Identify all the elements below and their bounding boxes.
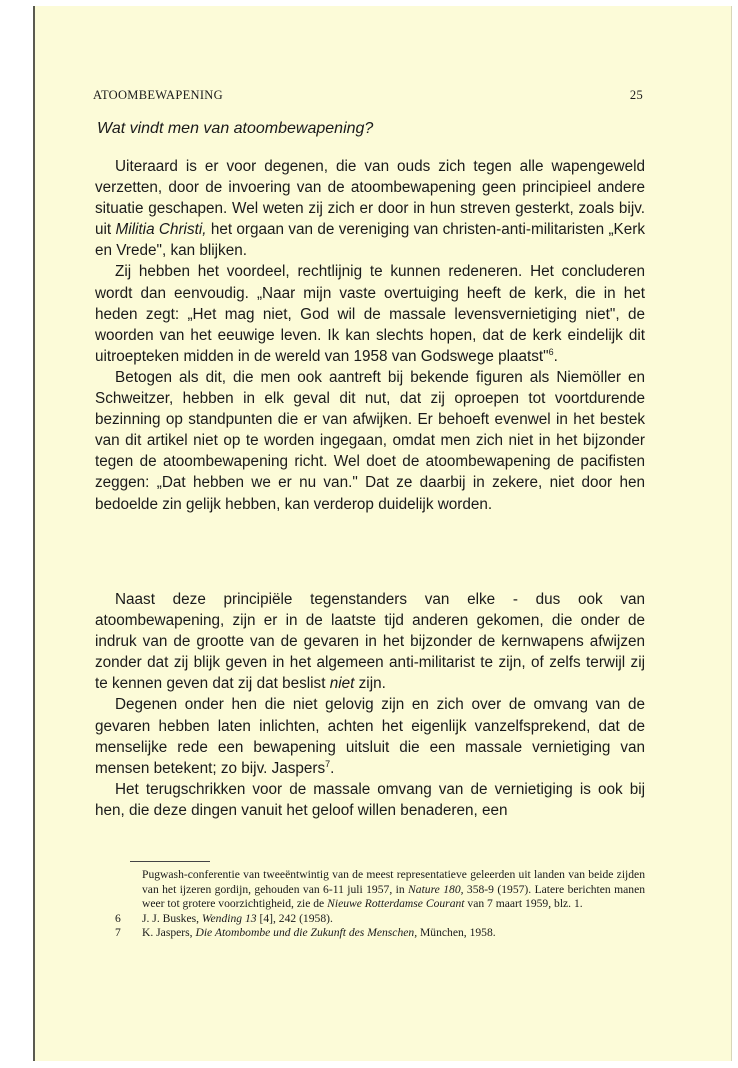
section-title: Wat vindt men van atoombewapening? [97, 120, 374, 137]
running-title: ATOOMBEWAPENING [93, 88, 223, 102]
running-header [93, 88, 643, 103]
footnote-ref: 7 [325, 758, 331, 769]
paragraph: Het terugschrikken voor de massale omvang van de vernietiging is ook bij hen, die deze dingen vanuit het geloof willen benaderen, een [95, 780, 645, 819]
page-number: 25 [629, 88, 643, 102]
paragraph: Naast deze principiële tegenstanders van elke - dus ook van atoombewapening, zijn er in de laatste tijd anderen gekomen, die onder de indruk van de grootte van de gevaren in het bijzonder de kernwapens afwijzen zonder dat zij blijk geven in het algemeen anti-militarist te zijn, of zelfs terwijl zij te kennen geven dat zij dat beslist niet zijn. [95, 591, 645, 693]
text-block-1 [95, 156, 645, 515]
footnote-divider [130, 861, 210, 862]
paragraph: Degenen onder hen die niet gelovig zijn en zich over de omvang van de gevaren hebben laten inlichten, achten het eigenlijk vanzelfsprekend, dat de menselijke rede een bewapening uitsluit die een massale vernietiging van mensen betekent; zo bijv. Jaspers$^7$. [95, 696, 645, 777]
paragraph: Betogen als dit, die men ook aantreft bij bekende figuren als Niemöller en Schweitzer, hebben in elk geval dit nut, dat zij oproepen tot voortdurende bezinning op standpunten die er van afwijken. Er behoeft evenwel in het bestek van dit artikel niet op te worden ingegaan, omdat men zich niet in het bijzonder tegen de atoombewapening richt. Wel doet de atoombewapening de pacifisten zeggen: „Dat hebben we er nu van." Dat ze daarbij in zekere, niet door hen bedoelde zin gelijk hebben, kan verderop duidelijk worden. [95, 368, 645, 513]
footnote: 6 J. J. Buskes, Wending 13 [4], 242 (1958). [115, 911, 333, 925]
footnotes [115, 868, 645, 941]
footnote: 7 K. Jaspers, Die Atombombe und die Zukunft des Menschen, München, 1958. [115, 926, 496, 939]
paragraph: Zij hebben het voordeel, rechtlijnig te kunnen redeneren. Het concluderen wordt dan eenvoudig. „Naar mijn vaste overtuiging heeft de kerk, die in het heden zegt: „Het mag niet, God wil de massale levensvernietiging niet", de woorden van het eeuwige leven. Ik kan slechts hopen, dat de kerk eindelijk dit uitroepteken midden in de wereld van 1958 van Godswege plaatst"$^6$. [95, 263, 645, 365]
footnote: Pugwash-conferentie van tweeëntwintig van de meest representatieve geleerden uit landen van beide zijden van het ijzeren gordijn, gehouden van 6-11 juli 1957, in Nature 180, 358-9 (1957). Latere berichten manen weer tot grotere voorzichtigheid, zie de Nieuwe Rotterdamse Courant van 7 maart 1959, blz. 1. [142, 868, 646, 910]
footnote-ref: 6 [548, 346, 554, 357]
text-block-2 [95, 589, 645, 821]
paragraph: Uiteraard is er voor degenen, die van ouds zich tegen alle wapengeweld verzetten, door de invoering van de atoombewapening geen principieel andere situatie geschapen. Wel weten zij zich er door in hun streven gesterkt, zoals bijv. uit Militia Christi, het orgaan van de vereniging van christen-anti-militaristen „Kerk en Vrede", kan blijken. [95, 158, 645, 260]
book-page [33, 6, 732, 1061]
